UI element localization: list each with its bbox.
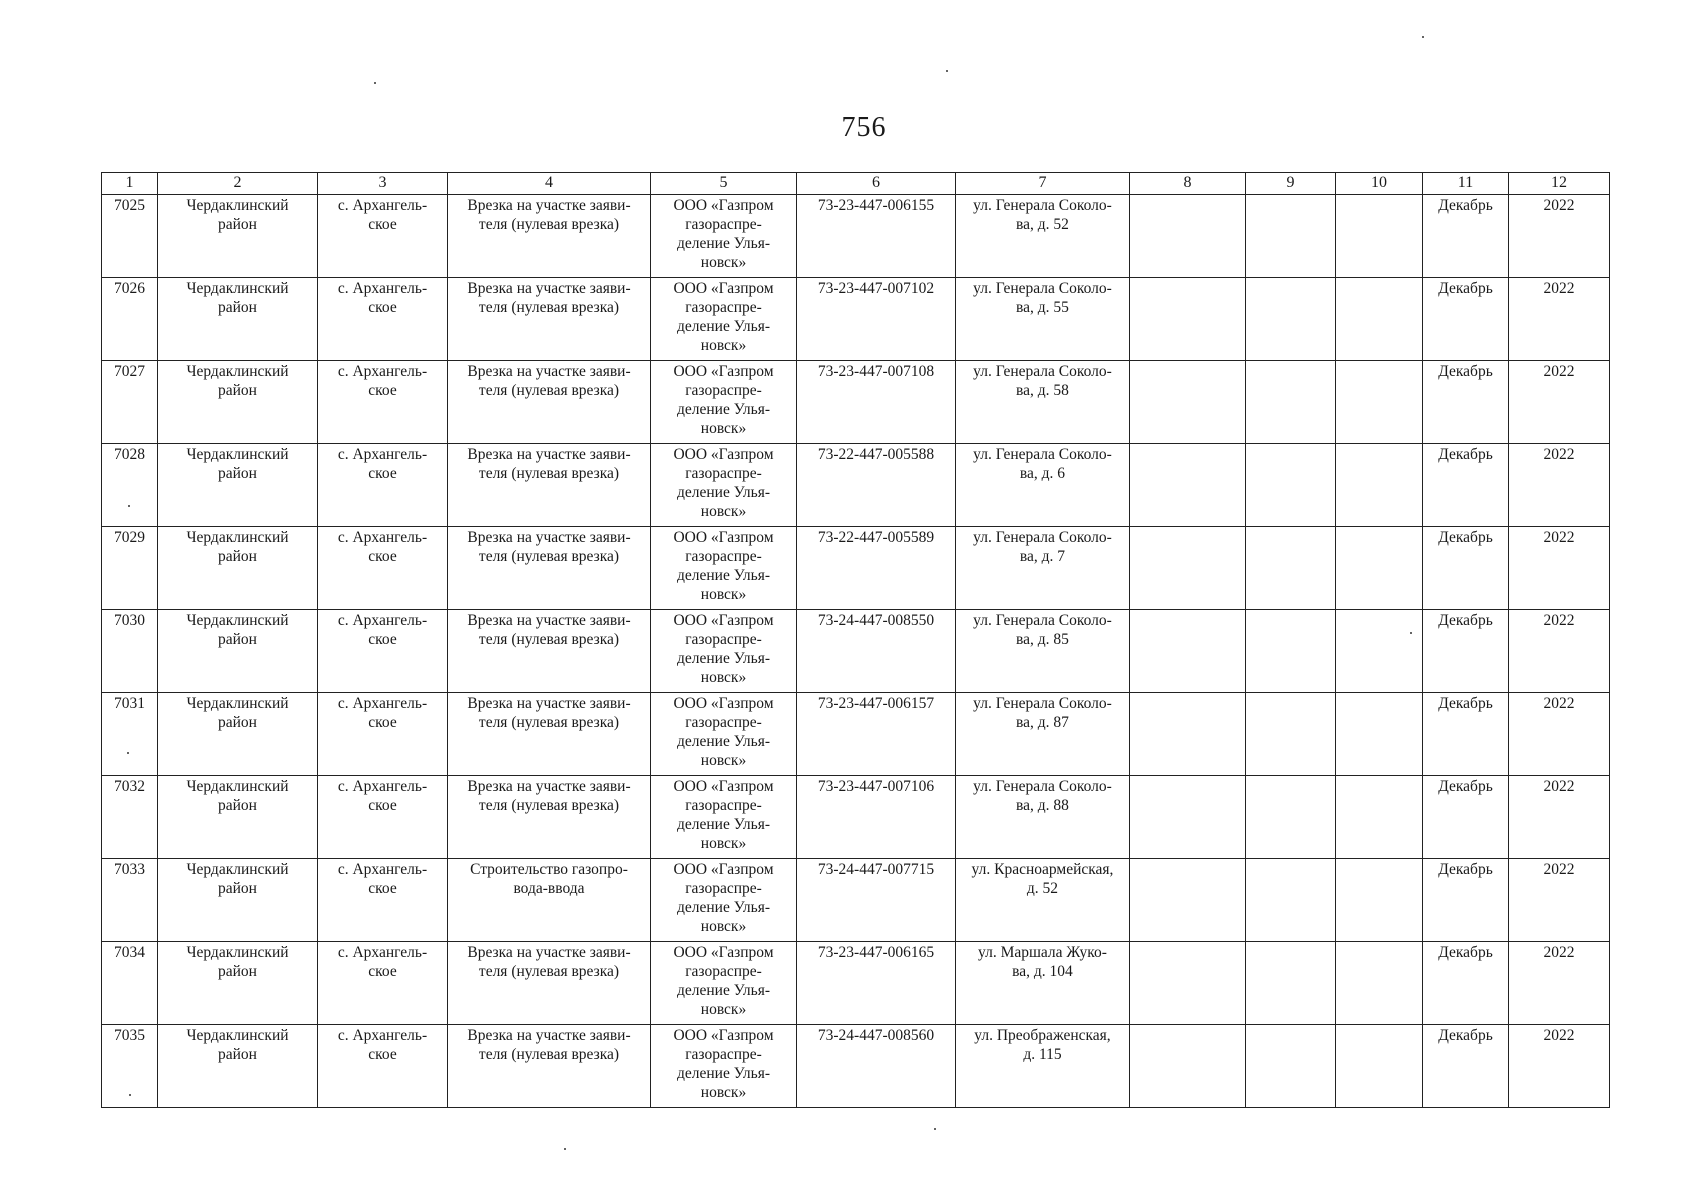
- address-cell: [956, 942, 1130, 1025]
- cell-text: Чердаклинский район: [186, 197, 289, 233]
- column-header: 11: [1423, 173, 1509, 195]
- table-row: [102, 527, 1610, 610]
- column-9-cell: [1246, 278, 1336, 361]
- cell-text: 2022: [1543, 446, 1575, 463]
- code-cell: [797, 776, 956, 859]
- scan-speck: [946, 70, 948, 72]
- cell-text: Чердаклинский район: [186, 612, 289, 648]
- column-header: 9: [1246, 173, 1336, 195]
- work-type-cell: [448, 444, 651, 527]
- cell-text: 73-22-447-005589: [817, 529, 935, 546]
- cell-text: Врезка на участке заяви- теля (нулевая врезка): [467, 1027, 631, 1063]
- month-cell: [1423, 278, 1509, 361]
- cell-text: Врезка на участке заяви- теля (нулевая врезка): [467, 363, 631, 399]
- column-8-cell: [1130, 278, 1246, 361]
- table-row: [102, 859, 1610, 942]
- registry-table: [101, 172, 1610, 1108]
- cell-text: Декабрь: [1438, 363, 1493, 380]
- work-type-cell: [448, 527, 651, 610]
- locality-cell: [318, 693, 448, 776]
- table-row: [102, 278, 1610, 361]
- cell-text: ООО «Газпром газораспре- деление Улья- новск»: [673, 695, 774, 769]
- row-number-cell: [102, 776, 158, 859]
- cell-text: 7028: [114, 446, 145, 463]
- locality-cell: [318, 361, 448, 444]
- work-type-cell: [448, 859, 651, 942]
- column-header: 12: [1509, 173, 1610, 195]
- column-8-cell: [1130, 693, 1246, 776]
- cell-text: с. Архангель- ское: [337, 529, 428, 565]
- locality-cell: [318, 859, 448, 942]
- code-cell: [797, 1025, 956, 1108]
- row-number-cell: [102, 195, 158, 278]
- column-10-cell: [1336, 195, 1423, 278]
- month-cell: [1423, 942, 1509, 1025]
- cell-text: 7026: [114, 280, 145, 297]
- year-cell: [1509, 1025, 1610, 1108]
- organization-cell: [651, 942, 797, 1025]
- cell-text: 7029: [114, 529, 145, 546]
- row-number-cell: [102, 610, 158, 693]
- address-cell: [956, 693, 1130, 776]
- row-number-cell: [102, 859, 158, 942]
- cell-text: Чердаклинский район: [186, 695, 289, 731]
- column-10-cell: [1336, 693, 1423, 776]
- address-cell: [956, 527, 1130, 610]
- cell-text: 73-22-447-005588: [817, 446, 935, 463]
- cell-text: ООО «Газпром газораспре- деление Улья- новск»: [673, 944, 774, 1018]
- month-cell: [1423, 361, 1509, 444]
- cell-text: Чердаклинский район: [186, 280, 289, 316]
- cell-text: Декабрь: [1438, 446, 1493, 463]
- cell-text: 2022: [1543, 1027, 1575, 1044]
- table-header-row: [102, 173, 1610, 195]
- district-cell: [158, 942, 318, 1025]
- cell-text: Декабрь: [1438, 1027, 1493, 1044]
- year-cell: [1509, 527, 1610, 610]
- locality-cell: [318, 610, 448, 693]
- column-10-cell: [1336, 361, 1423, 444]
- table-row: [102, 693, 1610, 776]
- scan-speck: [934, 1128, 936, 1130]
- cell-text: ул. Маршала Жуко- ва, д. 104: [978, 944, 1107, 980]
- cell-text: 2022: [1543, 612, 1575, 629]
- cell-text: ул. Генерала Соколо- ва, д. 52: [973, 197, 1112, 233]
- cell-text: ул. Преображенская, д. 115: [974, 1027, 1111, 1063]
- column-8-cell: [1130, 776, 1246, 859]
- cell-text: 2022: [1543, 695, 1575, 712]
- cell-text: 73-23-447-007108: [817, 363, 935, 380]
- cell-text: ул. Генерала Соколо- ва, д. 87: [973, 695, 1112, 731]
- cell-text: 73-23-447-006157: [817, 695, 935, 712]
- organization-cell: [651, 776, 797, 859]
- column-8-cell: [1130, 610, 1246, 693]
- cell-text: 73-24-447-008560: [817, 1027, 935, 1044]
- work-type-cell: [448, 693, 651, 776]
- cell-text: Декабрь: [1438, 944, 1493, 961]
- cell-text: 7030: [114, 612, 145, 629]
- table-row: [102, 444, 1610, 527]
- cell-text: ул. Генерала Соколо- ва, д. 88: [973, 778, 1112, 814]
- column-9-cell: [1246, 444, 1336, 527]
- organization-cell: [651, 1025, 797, 1108]
- work-type-cell: [448, 776, 651, 859]
- code-cell: [797, 361, 956, 444]
- month-cell: [1423, 693, 1509, 776]
- cell-text: 2022: [1543, 363, 1575, 380]
- column-8-cell: [1130, 361, 1246, 444]
- column-9-cell: [1246, 527, 1336, 610]
- cell-text: 73-23-447-006165: [817, 944, 935, 961]
- cell-text: с. Архангель- ское: [337, 363, 428, 399]
- cell-text: ул. Генерала Соколо- ва, д. 55: [973, 280, 1112, 316]
- cell-text: 7035: [114, 1027, 145, 1044]
- cell-text: 7034: [114, 944, 145, 961]
- cell-text: 2022: [1543, 280, 1575, 297]
- work-type-cell: [448, 1025, 651, 1108]
- column-10-cell: [1336, 444, 1423, 527]
- locality-cell: [318, 278, 448, 361]
- address-cell: [956, 610, 1130, 693]
- locality-cell: [318, 195, 448, 278]
- locality-cell: [318, 776, 448, 859]
- cell-text: Чердаклинский район: [186, 944, 289, 980]
- code-cell: [797, 527, 956, 610]
- address-cell: [956, 444, 1130, 527]
- column-header: 6: [797, 173, 956, 195]
- table-body: [102, 195, 1610, 1108]
- column-9-cell: [1246, 361, 1336, 444]
- cell-text: ул. Генерала Соколо- ва, д. 58: [973, 363, 1112, 399]
- table-row: [102, 942, 1610, 1025]
- cell-text: Чердаклинский район: [186, 861, 289, 897]
- cell-text: ул. Генерала Соколо- ва, д. 6: [973, 446, 1112, 482]
- organization-cell: [651, 444, 797, 527]
- cell-text: ООО «Газпром газораспре- деление Улья- новск»: [673, 861, 774, 935]
- cell-text: Чердаклинский район: [186, 529, 289, 565]
- column-10-cell: [1336, 776, 1423, 859]
- district-cell: [158, 776, 318, 859]
- code-cell: [797, 693, 956, 776]
- scan-speck: [564, 1148, 566, 1150]
- cell-text: ООО «Газпром газораспре- деление Улья- новск»: [673, 1027, 774, 1101]
- cell-text: с. Архангель- ское: [337, 280, 428, 316]
- cell-text: Декабрь: [1438, 197, 1493, 214]
- cell-text: Декабрь: [1438, 612, 1493, 629]
- cell-text: Врезка на участке заяви- теля (нулевая врезка): [467, 695, 631, 731]
- year-cell: [1509, 195, 1610, 278]
- column-8-cell: [1130, 1025, 1246, 1108]
- cell-text: 2022: [1543, 778, 1575, 795]
- cell-text: Чердаклинский район: [186, 778, 289, 814]
- district-cell: [158, 361, 318, 444]
- column-header: 3: [318, 173, 448, 195]
- column-header: 5: [651, 173, 797, 195]
- column-header: 1: [102, 173, 158, 195]
- table-row: [102, 361, 1610, 444]
- organization-cell: [651, 527, 797, 610]
- work-type-cell: [448, 610, 651, 693]
- column-9-cell: [1246, 693, 1336, 776]
- year-cell: [1509, 859, 1610, 942]
- page-number: 756: [841, 112, 887, 143]
- cell-text: с. Архангель- ское: [337, 778, 428, 814]
- year-cell: [1509, 278, 1610, 361]
- code-cell: [797, 859, 956, 942]
- year-cell: [1509, 361, 1610, 444]
- table-row: [102, 610, 1610, 693]
- cell-text: Врезка на участке заяви- теля (нулевая врезка): [467, 280, 631, 316]
- column-9-cell: [1246, 610, 1336, 693]
- code-cell: [797, 610, 956, 693]
- cell-text: ул. Красноармейская, д. 52: [971, 861, 1114, 897]
- cell-text: Врезка на участке заяви- теля (нулевая врезка): [467, 778, 631, 814]
- month-cell: [1423, 527, 1509, 610]
- cell-text: 7033: [114, 861, 145, 878]
- cell-text: Чердаклинский район: [186, 446, 289, 482]
- cell-text: с. Архангель- ское: [337, 861, 428, 897]
- column-8-cell: [1130, 859, 1246, 942]
- scan-speck: [374, 82, 376, 84]
- year-cell: [1509, 776, 1610, 859]
- locality-cell: [318, 942, 448, 1025]
- locality-cell: [318, 1025, 448, 1108]
- year-cell: [1509, 610, 1610, 693]
- organization-cell: [651, 278, 797, 361]
- column-9-cell: [1246, 942, 1336, 1025]
- cell-text: с. Архангель- ское: [337, 1027, 428, 1063]
- cell-text: Декабрь: [1438, 280, 1493, 297]
- cell-text: с. Архангель- ское: [337, 446, 428, 482]
- column-10-cell: [1336, 859, 1423, 942]
- row-number-cell: [102, 444, 158, 527]
- scan-speck: [127, 752, 129, 754]
- work-type-cell: [448, 278, 651, 361]
- column-10-cell: [1336, 610, 1423, 693]
- code-cell: [797, 942, 956, 1025]
- cell-text: с. Архангель- ское: [337, 695, 428, 731]
- district-cell: [158, 444, 318, 527]
- cell-text: Строительство газопро- вода-ввода: [470, 861, 628, 897]
- locality-cell: [318, 444, 448, 527]
- cell-text: 7032: [114, 778, 145, 795]
- address-cell: [956, 859, 1130, 942]
- row-number-cell: [102, 693, 158, 776]
- month-cell: [1423, 444, 1509, 527]
- code-cell: [797, 195, 956, 278]
- cell-text: 7027: [114, 363, 145, 380]
- cell-text: Декабрь: [1438, 695, 1493, 712]
- cell-text: с. Архангель- ское: [337, 197, 428, 233]
- address-cell: [956, 1025, 1130, 1108]
- organization-cell: [651, 361, 797, 444]
- table-row: [102, 1025, 1610, 1108]
- year-cell: [1509, 942, 1610, 1025]
- cell-text: Декабрь: [1438, 529, 1493, 546]
- cell-text: 73-24-447-007715: [817, 861, 935, 878]
- row-number-cell: [102, 278, 158, 361]
- column-9-cell: [1246, 859, 1336, 942]
- address-cell: [956, 776, 1130, 859]
- organization-cell: [651, 693, 797, 776]
- district-cell: [158, 859, 318, 942]
- cell-text: ООО «Газпром газораспре- деление Улья- новск»: [673, 363, 774, 437]
- cell-text: ООО «Газпром газораспре- деление Улья- новск»: [673, 280, 774, 354]
- cell-text: Декабрь: [1438, 861, 1493, 878]
- scan-speck: [1410, 632, 1412, 634]
- column-header: 8: [1130, 173, 1246, 195]
- cell-text: с. Архангель- ское: [337, 944, 428, 980]
- month-cell: [1423, 1025, 1509, 1108]
- organization-cell: [651, 195, 797, 278]
- column-9-cell: [1246, 1025, 1336, 1108]
- column-header: 7: [956, 173, 1130, 195]
- cell-text: с. Архангель- ское: [337, 612, 428, 648]
- table-row: [102, 776, 1610, 859]
- address-cell: [956, 278, 1130, 361]
- year-cell: [1509, 444, 1610, 527]
- cell-text: 73-23-447-006155: [817, 197, 935, 214]
- locality-cell: [318, 527, 448, 610]
- column-10-cell: [1336, 942, 1423, 1025]
- district-cell: [158, 693, 318, 776]
- address-cell: [956, 195, 1130, 278]
- column-9-cell: [1246, 776, 1336, 859]
- cell-text: Чердаклинский район: [186, 1027, 289, 1063]
- district-cell: [158, 1025, 318, 1108]
- column-8-cell: [1130, 444, 1246, 527]
- month-cell: [1423, 195, 1509, 278]
- cell-text: 73-24-447-008550: [817, 612, 935, 629]
- cell-text: 7025: [114, 197, 145, 214]
- scan-speck: [128, 505, 130, 507]
- table-row: [102, 195, 1610, 278]
- column-10-cell: [1336, 278, 1423, 361]
- cell-text: 2022: [1543, 529, 1575, 546]
- code-cell: [797, 444, 956, 527]
- row-number-cell: [102, 942, 158, 1025]
- cell-text: Врезка на участке заяви- теля (нулевая врезка): [467, 446, 631, 482]
- month-cell: [1423, 610, 1509, 693]
- scan-speck: [1422, 36, 1424, 38]
- cell-text: Врезка на участке заяви- теля (нулевая врезка): [467, 197, 631, 233]
- cell-text: 73-23-447-007102: [817, 280, 935, 297]
- column-header: 4: [448, 173, 651, 195]
- scan-speck: [129, 1094, 131, 1096]
- month-cell: [1423, 776, 1509, 859]
- cell-text: 7031: [114, 695, 145, 712]
- column-10-cell: [1336, 527, 1423, 610]
- organization-cell: [651, 610, 797, 693]
- organization-cell: [651, 859, 797, 942]
- cell-text: 2022: [1543, 861, 1575, 878]
- month-cell: [1423, 859, 1509, 942]
- cell-text: ООО «Газпром газораспре- деление Улья- новск»: [673, 612, 774, 686]
- cell-text: ООО «Газпром газораспре- деление Улья- новск»: [673, 529, 774, 603]
- cell-text: Врезка на участке заяви- теля (нулевая врезка): [467, 944, 631, 980]
- column-8-cell: [1130, 195, 1246, 278]
- cell-text: ООО «Газпром газораспре- деление Улья- новск»: [673, 197, 774, 271]
- cell-text: 2022: [1543, 944, 1575, 961]
- district-cell: [158, 195, 318, 278]
- work-type-cell: [448, 195, 651, 278]
- work-type-cell: [448, 361, 651, 444]
- district-cell: [158, 278, 318, 361]
- column-8-cell: [1130, 527, 1246, 610]
- code-cell: [797, 278, 956, 361]
- cell-text: Врезка на участке заяви- теля (нулевая врезка): [467, 612, 631, 648]
- column-10-cell: [1336, 1025, 1423, 1108]
- column-header: 10: [1336, 173, 1423, 195]
- cell-text: Чердаклинский район: [186, 363, 289, 399]
- cell-text: ул. Генерала Соколо- ва, д. 85: [973, 612, 1112, 648]
- cell-text: ООО «Газпром газораспре- деление Улья- новск»: [673, 446, 774, 520]
- cell-text: 73-23-447-007106: [817, 778, 935, 795]
- column-9-cell: [1246, 195, 1336, 278]
- cell-text: Врезка на участке заяви- теля (нулевая врезка): [467, 529, 631, 565]
- year-cell: [1509, 693, 1610, 776]
- cell-text: ООО «Газпром газораспре- деление Улья- новск»: [673, 778, 774, 852]
- address-cell: [956, 361, 1130, 444]
- row-number-cell: [102, 361, 158, 444]
- row-number-cell: [102, 527, 158, 610]
- cell-text: 2022: [1543, 197, 1575, 214]
- column-header: 2: [158, 173, 318, 195]
- district-cell: [158, 527, 318, 610]
- district-cell: [158, 610, 318, 693]
- column-8-cell: [1130, 942, 1246, 1025]
- cell-text: Декабрь: [1438, 778, 1493, 795]
- cell-text: ул. Генерала Соколо- ва, д. 7: [973, 529, 1112, 565]
- work-type-cell: [448, 942, 651, 1025]
